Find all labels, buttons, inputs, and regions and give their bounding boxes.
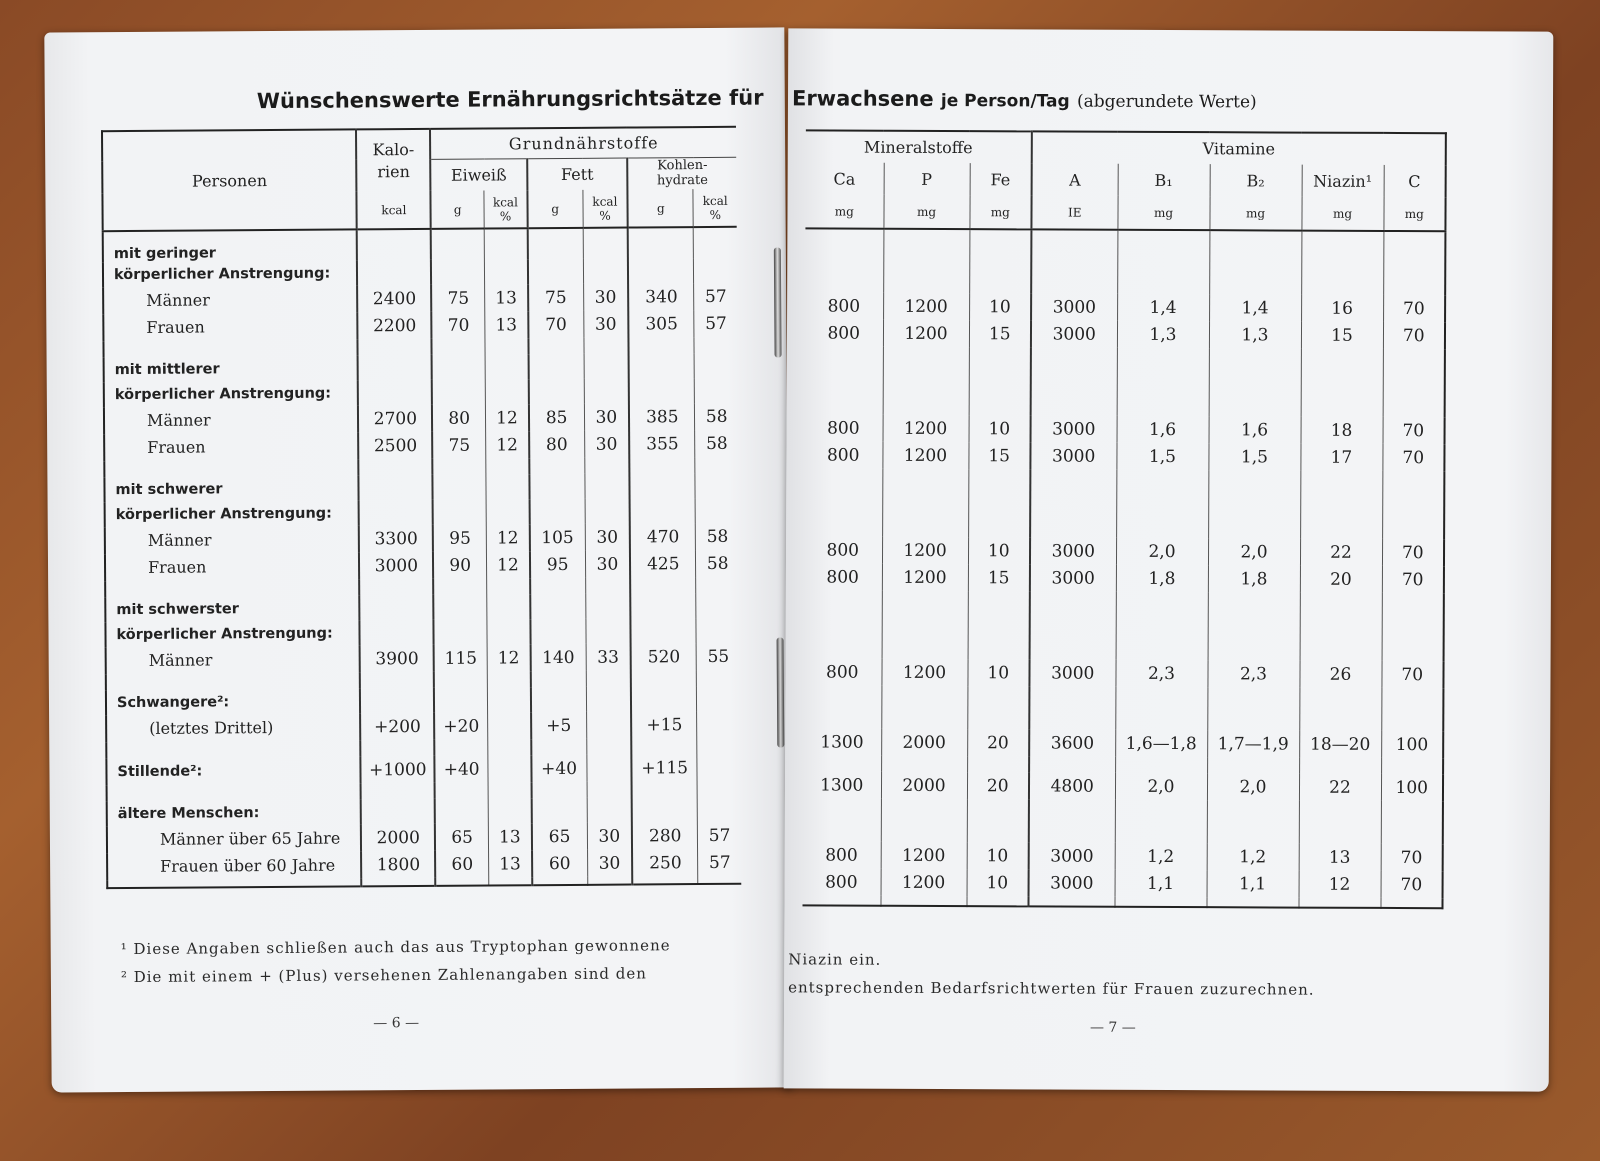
header-fett: Fett [527, 158, 628, 191]
table-row: Frauen 2200 70 13 70 30 305 57 [103, 310, 737, 341]
unit-kcal-pct: kcal % [693, 189, 736, 227]
unit-mg: mg [1117, 196, 1209, 230]
unit-mg: mg [1209, 196, 1301, 230]
table-row: Männer über 65 Jahre 2000 65 13 65 30 280 57 [107, 822, 741, 853]
table-row: Frauen 3000 90 12 95 30 425 58 [105, 550, 739, 581]
right-table [802, 129, 1446, 909]
table-row: Männer 2400 75 13 75 30 340 57 [103, 283, 737, 314]
open-booklet [48, 30, 1558, 1110]
table-row: 800 1200 15 3000 1,3 1,3 15 70 [805, 319, 1445, 349]
footnote-2-left: ² Die mit einem + (Plus) versehenen Zahlenangaben sind den [120, 964, 647, 987]
unit-mg: mg [1383, 197, 1445, 231]
left-page [44, 27, 791, 1092]
table-row: 800 1200 10 3000 1,4 1,4 16 70 [805, 292, 1445, 322]
unit-g: g [431, 191, 485, 229]
table-row: Frauen über 60 Jahre 1800 60 13 60 30 250 57 [107, 849, 741, 880]
page-number-left: — 6 — [373, 1015, 420, 1032]
group-label: körperlicher Anstrengung: [116, 625, 333, 643]
table-row: Stillende²: +1000 +40 +40 +115 [106, 754, 740, 785]
table-row: Männer 3300 95 12 105 30 470 58 [105, 523, 739, 554]
group-label: körperlicher Anstrengung: [114, 385, 332, 403]
table-row: 800 1200 15 3000 1,8 1,8 20 70 [804, 563, 1444, 593]
table-row: 800 1200 10 3000 1,2 1,2 13 70 [803, 841, 1443, 871]
unit-mg: mg [805, 194, 883, 228]
title-left: Wünschenswerte Ernährungsrichtsätze für [256, 85, 764, 114]
group-label: körperlicher Anstrengung: [115, 505, 332, 523]
footnote-1-right: Niazin ein. [788, 950, 882, 969]
header-c: C [1384, 165, 1446, 197]
table-row: Frauen 2500 75 12 80 30 355 58 [104, 430, 738, 461]
table-row: 1300 2000 20 4800 2,0 2,0 22 100 [803, 771, 1443, 801]
page-number-right: — 7 — [1089, 1019, 1136, 1036]
unit-mg: mg [969, 195, 1031, 229]
unit-g: g [527, 190, 583, 228]
right-page [784, 28, 1554, 1091]
table-row: 800 1200 10 3000 1,6 1,6 18 70 [805, 414, 1445, 444]
table-row: 800 1200 15 3000 1,5 1,5 17 70 [804, 441, 1444, 471]
header-niazin: Niazin¹ [1302, 165, 1384, 197]
header-grundnaehrstoffe: Grundnährstoffe [430, 127, 736, 159]
group-label: ältere Menschen: [117, 804, 260, 822]
header-a: A [1032, 163, 1118, 195]
header-fe: Fe [970, 163, 1032, 195]
header-mineralstoffe: Mineralstoffe [863, 137, 973, 158]
header-ca: Ca [833, 169, 856, 189]
unit-mg: mg [883, 195, 969, 229]
table-row: 800 1200 10 3000 2,0 2,0 22 70 [804, 536, 1444, 566]
title-right [792, 86, 1257, 112]
table-row: 800 1200 10 3000 1,1 1,1 12 70 [803, 868, 1443, 898]
unit-ie: IE [1031, 195, 1117, 229]
header-kohlenhydrate: Kohlen- hydrate [627, 157, 736, 190]
table-row: Männer 2700 80 12 85 30 385 58 [104, 403, 738, 434]
table-row: (letztes Drittel) +200 +20 +5 +15 [106, 711, 740, 742]
group-label: mit schwerster [116, 600, 239, 618]
group-label: Stillende²: [117, 763, 203, 780]
staple [777, 637, 785, 747]
group-label: mit schwerer [115, 480, 223, 498]
footnote-1-left: ¹ Diese Angaben schließen auch das aus Tryptophan gewonnene [120, 936, 671, 959]
table-row: Männer 3900 115 12 140 33 520 55 [106, 643, 740, 674]
unit-kcal-pct: kcal % [582, 190, 627, 228]
left-table [101, 126, 741, 889]
title-right-note: (abgerundete Werte) [1077, 91, 1257, 113]
footnote-2-right: entsprechenden Bedarfsrichtwerten für Frauen zuzurechnen. [788, 978, 1315, 999]
group-label: mit geringer [113, 245, 217, 263]
header-kalorien: Kalo- rien [356, 129, 430, 192]
unit-kcal: kcal [357, 191, 431, 230]
staple [774, 247, 782, 357]
unit-kcal-pct: kcal % [484, 190, 527, 228]
table-row: 1300 2000 20 3600 1,6—1,8 1,7—1,9 18—20 100 [803, 728, 1443, 758]
header-vitamine: Vitamine [1032, 131, 1446, 165]
header-eiweiss: Eiweiß [430, 158, 527, 191]
header-p: P [884, 163, 970, 195]
header-personen: Personen [102, 129, 357, 231]
table-row: 800 1200 10 3000 2,3 2,3 26 70 [803, 658, 1443, 688]
title-right-sub: je Person/Tag [940, 91, 1070, 112]
group-label: körperlicher Anstrengung: [113, 265, 331, 283]
header-b2: B₂ [1210, 164, 1302, 196]
header-b1: B₁ [1118, 164, 1210, 196]
title-right-main: Erwachsene [791, 86, 934, 111]
group-label: mit mittlerer [114, 360, 220, 378]
unit-g: g [628, 189, 694, 227]
group-label: Schwangere²: [116, 693, 230, 711]
unit-mg: mg [1301, 197, 1383, 231]
